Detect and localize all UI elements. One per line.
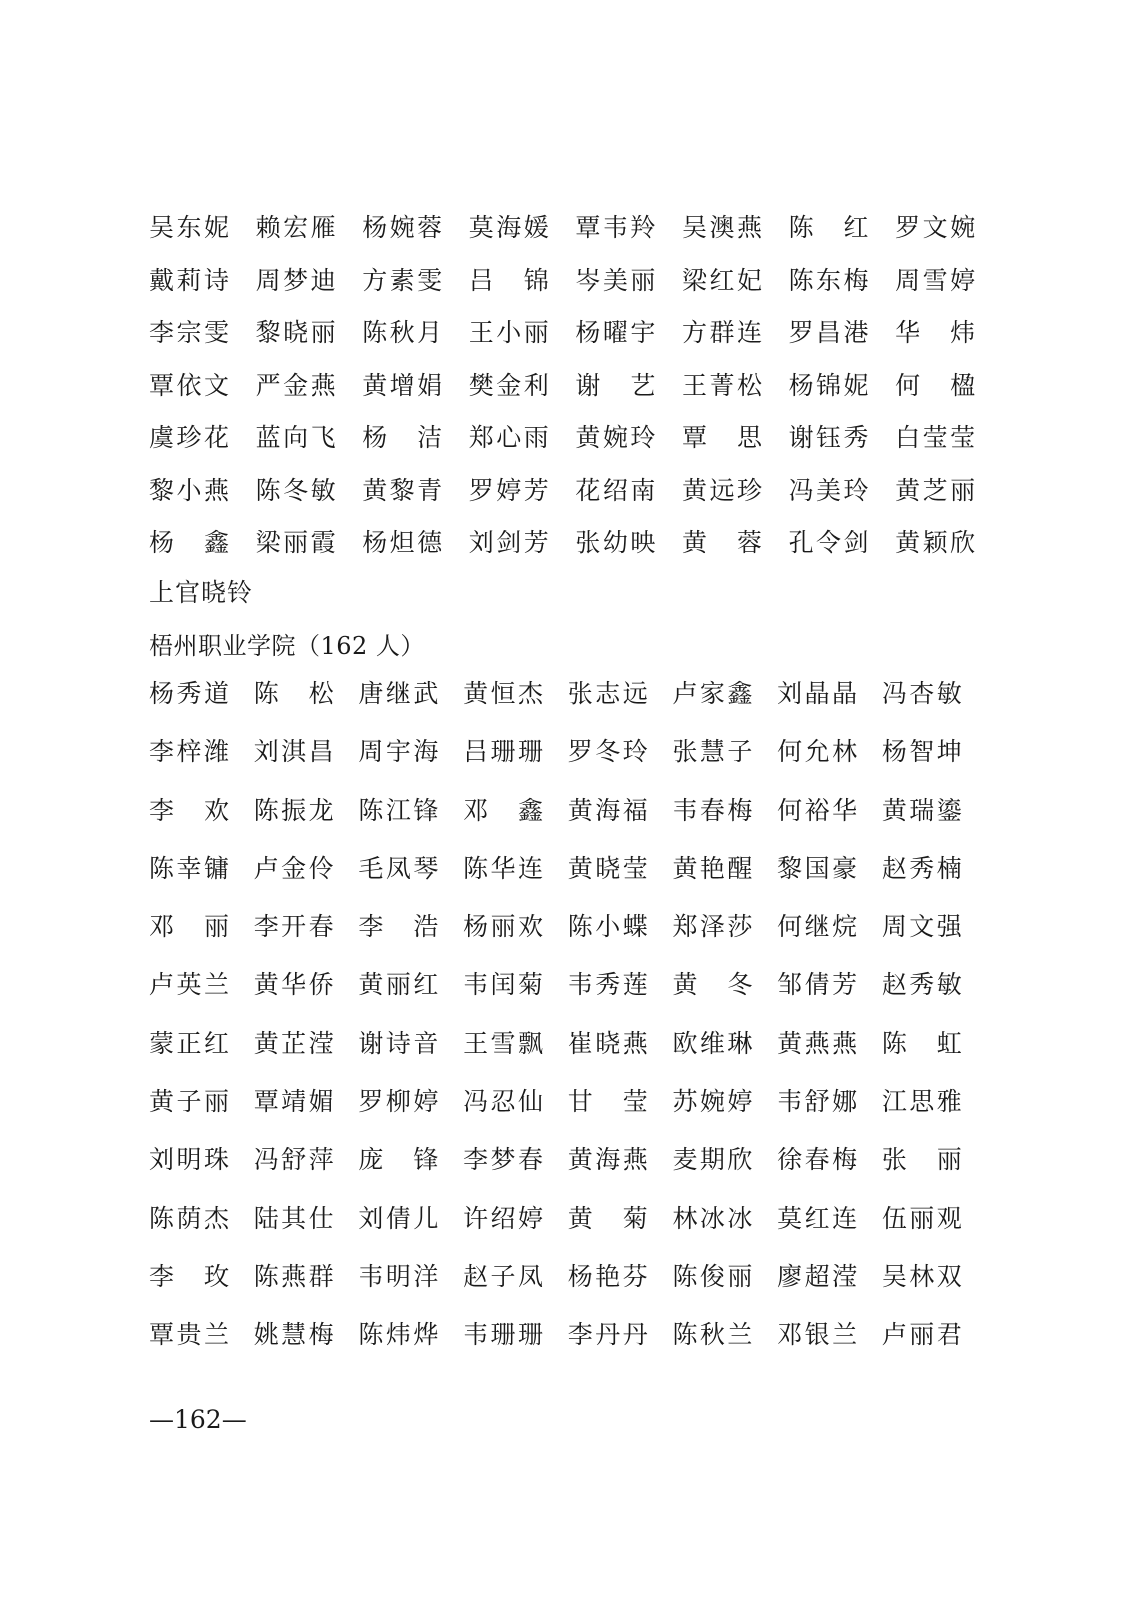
name-entry: 韦闰菊 [463, 970, 544, 1000]
name-entry: 孔令剑 [788, 528, 869, 557]
name-entry: 杨艳芬 [567, 1261, 648, 1291]
name-entry: 梁红妃 [681, 265, 762, 295]
name-entry: 何继烷 [777, 912, 858, 942]
name-entry: 谢诗音 [358, 1028, 439, 1058]
name-entry: 谢钰秀 [788, 423, 869, 452]
name-entry: 方素雯 [362, 265, 443, 295]
page-number: —162— [149, 1405, 247, 1434]
name-entry: 覃 思 [681, 423, 762, 452]
name-entry: 蒙正红 [149, 1028, 229, 1058]
name-entry: 花绍南 [575, 475, 656, 505]
name-entry: 白莹莹 [895, 423, 976, 452]
name-entry: 王雪飘 [463, 1028, 544, 1058]
name-entry: 邓 丽 [149, 912, 229, 942]
name-entry: 黄海福 [567, 795, 648, 825]
name-entry: 毛凤琴 [358, 853, 439, 883]
name-entry: 莫海媛 [468, 213, 549, 242]
name-entry: 韦明洋 [358, 1261, 439, 1291]
name-entry: 谢 艺 [575, 370, 656, 400]
name-entry: 黄瑞鎏 [881, 795, 962, 825]
name-entry: 黄 冬 [672, 970, 753, 1000]
name-entry: 黄恒杰 [463, 679, 544, 708]
name-entry: 姚慧梅 [253, 1320, 334, 1350]
name-entry: 黎国豪 [777, 853, 858, 883]
name-entry: 黄燕燕 [777, 1028, 858, 1058]
name-entry: 黄芝丽 [895, 475, 976, 505]
name-entry: 覃贵兰 [149, 1320, 229, 1350]
name-entry: 郑泽莎 [672, 912, 753, 942]
name-entry: 周雪婷 [895, 265, 976, 295]
name-entry: 杨炟德 [362, 528, 443, 557]
name-entry: 莫红连 [777, 1203, 858, 1233]
name-entry: 吕 锦 [468, 265, 549, 295]
name-entry: 周梦迪 [255, 265, 336, 295]
name-entry: 吴澳燕 [681, 213, 762, 242]
name-entry: 卢金伶 [253, 853, 334, 883]
name-entry: 何 楹 [895, 370, 976, 400]
name-entry: 黄远珍 [681, 475, 762, 505]
name-entry: 方群连 [681, 318, 762, 347]
name-entry: 张 丽 [881, 1145, 962, 1175]
name-entry: 张慧子 [672, 737, 753, 767]
name-entry: 华 炜 [895, 318, 976, 347]
name-entry: 陆其仕 [253, 1203, 334, 1233]
name-entry: 杨婉蓉 [362, 213, 443, 242]
name-entry: 陈东梅 [788, 265, 869, 295]
name-entry: 覃韦羚 [575, 213, 656, 242]
name-entry: 黄海燕 [567, 1145, 648, 1175]
name-entry: 严金燕 [255, 370, 336, 400]
name-entry: 岑美丽 [575, 265, 656, 295]
name-entry: 庞 锋 [358, 1145, 439, 1175]
name-entry: 黄 菊 [567, 1203, 648, 1233]
name-entry: 李 浩 [358, 912, 439, 942]
name-entry: 刘倩儿 [358, 1203, 439, 1233]
name-entry: 罗冬玲 [567, 737, 648, 767]
name-entry: 欧维琳 [672, 1028, 753, 1058]
name-entry: 冯美玲 [788, 475, 869, 505]
name-entry: 陈俊丽 [672, 1261, 753, 1291]
name-entry: 李宗雯 [149, 318, 229, 347]
name-entry: 吕珊珊 [463, 737, 544, 767]
name-entry: 罗婷芳 [468, 475, 549, 505]
name-entry: 张幼映 [575, 528, 656, 557]
name-entry: 苏婉婷 [672, 1087, 753, 1117]
name-entry: 卢家鑫 [672, 679, 753, 708]
name-entry: 李开春 [253, 912, 334, 942]
name-entry: 覃依文 [149, 370, 229, 400]
name-entry: 周宇海 [358, 737, 439, 767]
name-entry: 许绍婷 [463, 1203, 544, 1233]
name-grid-section-1 [149, 210, 975, 578]
name-entry: 李 玫 [149, 1261, 229, 1291]
name-entry: 韦秀莲 [567, 970, 648, 1000]
name-entry: 陈幸镛 [149, 853, 229, 883]
name-entry: 李梓潍 [149, 737, 229, 767]
name-entry: 冯杏敏 [881, 679, 962, 708]
name-entry: 梁丽霞 [255, 528, 336, 557]
name-entry: 黄芷滢 [253, 1028, 334, 1058]
name-entry: 陈华连 [463, 853, 544, 883]
name-entry: 韦春梅 [672, 795, 753, 825]
name-entry: 冯忍仙 [463, 1087, 544, 1117]
name-entry: 陈江锋 [358, 795, 439, 825]
name-entry: 黄晓莹 [567, 853, 648, 883]
name-entry: 吴林双 [881, 1261, 962, 1291]
name-entry: 陈炜烨 [358, 1320, 439, 1350]
name-entry: 杨 鑫 [149, 528, 229, 557]
name-entry: 陈冬敏 [255, 475, 336, 505]
name-entry: 覃靖媚 [253, 1087, 334, 1117]
name-entry: 黎小燕 [149, 475, 229, 505]
name-entry: 蓝向飞 [255, 423, 336, 452]
name-entry: 邓银兰 [777, 1320, 858, 1350]
name-entry: 江思雅 [881, 1087, 962, 1117]
name-entry: 杨曜宇 [575, 318, 656, 347]
name-entry: 黎晓丽 [255, 318, 336, 347]
name-entry: 杨智坤 [881, 737, 962, 767]
name-entry: 陈小蝶 [567, 912, 648, 942]
name-entry: 韦珊珊 [463, 1320, 544, 1350]
name-entry: 罗柳婷 [358, 1087, 439, 1117]
name-entry: 卢英兰 [149, 970, 229, 1000]
name-entry: 陈荫杰 [149, 1203, 229, 1233]
name-grid-section-2 [149, 676, 962, 1376]
name-entry: 吴东妮 [149, 213, 229, 242]
name-entry: 徐春梅 [777, 1145, 858, 1175]
name-entry: 陈秋月 [362, 318, 443, 347]
name-entry: 樊金利 [468, 370, 549, 400]
name-entry: 陈振龙 [253, 795, 334, 825]
name-entry: 何裕华 [777, 795, 858, 825]
name-entry: 黄华侨 [253, 970, 334, 1000]
name-entry: 邹倩芳 [777, 970, 858, 1000]
name-entry: 杨丽欢 [463, 912, 544, 942]
name-entry: 黄婉玲 [575, 423, 656, 452]
name-entry: 戴莉诗 [149, 265, 229, 295]
name-entry: 黄颖欣 [895, 528, 976, 557]
name-entry: 赵子凤 [463, 1261, 544, 1291]
name-entry: 李丹丹 [567, 1320, 648, 1350]
name-entry: 崔晓燕 [567, 1028, 648, 1058]
name-entry: 黄艳醒 [672, 853, 753, 883]
name-entry: 黄增娟 [362, 370, 443, 400]
name-entry: 黄黎青 [362, 475, 443, 505]
name-entry: 郑心雨 [468, 423, 549, 452]
name-entry: 陈 松 [253, 679, 334, 708]
overflow-name: 上官晓铃 [149, 578, 254, 607]
name-entry: 陈燕群 [253, 1261, 334, 1291]
name-entry: 伍丽观 [881, 1203, 962, 1233]
name-entry: 何允林 [777, 737, 858, 767]
name-entry: 陈 红 [788, 213, 869, 242]
name-entry: 虞珍花 [149, 423, 229, 452]
name-entry: 冯舒萍 [253, 1145, 334, 1175]
name-entry: 黄丽红 [358, 970, 439, 1000]
name-entry: 杨 洁 [362, 423, 443, 452]
name-entry: 黄子丽 [149, 1087, 229, 1117]
name-entry: 陈 虹 [881, 1028, 962, 1058]
name-entry: 王菁松 [681, 370, 762, 400]
name-entry: 杨秀道 [149, 679, 229, 708]
name-entry: 刘明珠 [149, 1145, 229, 1175]
name-entry: 罗昌港 [788, 318, 869, 347]
name-entry: 刘淇昌 [253, 737, 334, 767]
name-entry: 韦舒娜 [777, 1087, 858, 1117]
name-entry: 李梦春 [463, 1145, 544, 1175]
name-entry: 周文强 [881, 912, 962, 942]
name-entry: 杨锦妮 [788, 370, 869, 400]
name-entry: 刘晶晶 [777, 679, 858, 708]
name-entry: 陈秋兰 [672, 1320, 753, 1350]
name-entry: 黄 蓉 [681, 528, 762, 557]
name-entry: 罗文婉 [895, 213, 976, 242]
name-entry: 邓 鑫 [463, 795, 544, 825]
name-entry: 赵秀敏 [881, 970, 962, 1000]
name-entry: 赖宏雁 [255, 213, 336, 242]
name-entry: 麦期欣 [672, 1145, 753, 1175]
name-entry: 王小丽 [468, 318, 549, 347]
name-entry: 甘 莹 [567, 1087, 648, 1117]
name-entry: 刘剑芳 [468, 528, 549, 557]
name-entry: 卢丽君 [881, 1320, 962, 1350]
name-entry: 张志远 [567, 679, 648, 708]
name-entry: 赵秀楠 [881, 853, 962, 883]
name-entry: 廖超滢 [777, 1261, 858, 1291]
section-heading-wuzhou-vocational-college: 梧州职业学院（162 人） [149, 632, 425, 660]
name-entry: 唐继武 [358, 679, 439, 708]
name-entry: 李 欢 [149, 795, 229, 825]
name-entry: 林冰冰 [672, 1203, 753, 1233]
